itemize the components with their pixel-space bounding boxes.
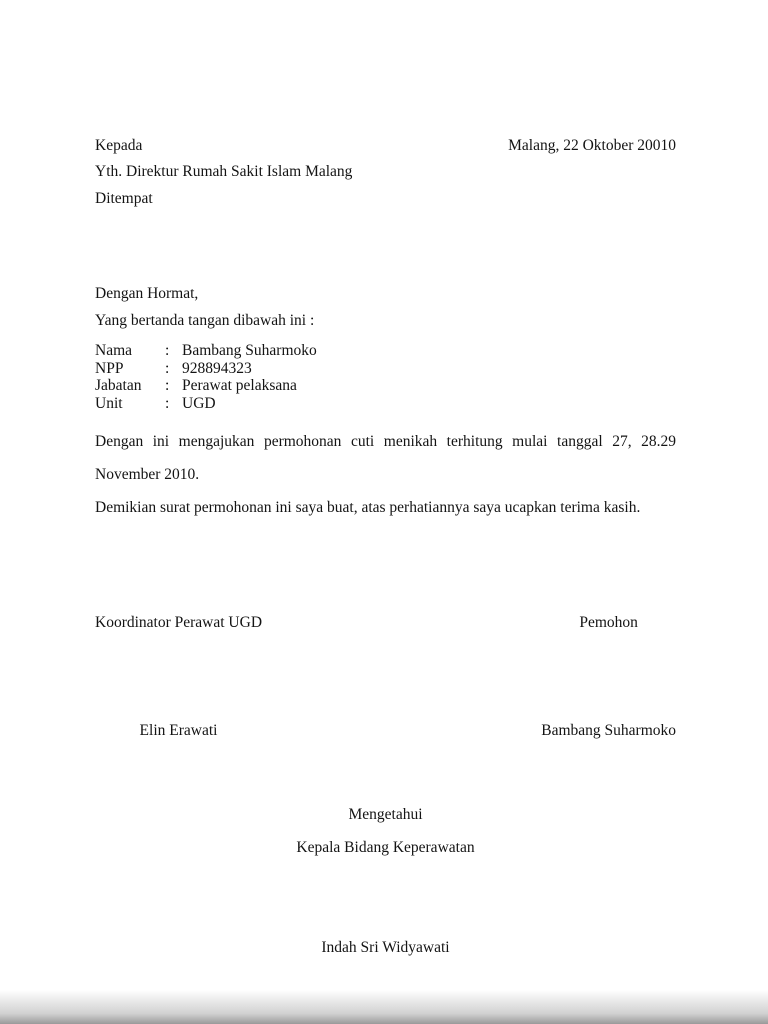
field-separator: : [165,394,170,412]
body-paragraph-request: Dengan ini mengajukan permohonan cuti menikah terhitung mulai tanggal 27, 28.29 November 2010. [95,433,676,483]
signature-name-left: Elin Erawati [139,722,218,739]
field-label: Unit [95,394,123,412]
approval-section [95,805,676,958]
field-row-npp [95,360,676,378]
signature-name-right: Bambang Suharmoko [541,722,676,739]
field-separator: : [165,359,170,377]
salutation: Dengan Hormat, [95,285,199,302]
field-separator: : [165,342,170,359]
intro-line: Yang bertanda tangan dibawah ini : [95,312,315,329]
field-row-nama [95,342,676,360]
recipient-kepada: Kepada [95,137,143,154]
field-label: NPP [95,359,124,377]
approval-name: Indah Sri Widyawati [321,939,450,956]
field-row-jabatan [95,377,676,395]
salutation-block [95,280,676,334]
field-label: Jabatan [95,377,142,394]
field-label: Nama [95,342,133,359]
approval-role: Kepala Bidang Keperawatan [296,839,475,856]
field-separator: : [165,377,170,394]
applicant-fields [95,342,676,412]
field-row-unit [95,395,676,413]
signature-title-left: Koordinator Perawat UGD [95,614,263,631]
body-paragraph-closing: Demikian surat permohonan ini saya buat, atas perhatiannya saya ucapkan terima kasih. [95,499,641,516]
letter-header-row [95,133,676,159]
signature-block-left [95,613,262,741]
recipient-place: Ditempat [95,189,153,207]
field-value: 928894323 [182,359,252,377]
dateline: Malang, 22 Oktober 20010 [508,137,676,154]
field-value: Bambang Suharmoko [182,342,317,359]
field-value: UGD [182,394,216,412]
approval-heading: Mengetahui [348,806,423,823]
signature-block-right [541,613,676,741]
signature-row [95,613,676,741]
field-value: Perawat pelaksana [182,377,297,394]
signature-title-right: Pemohon [579,614,638,631]
recipient-addressee: Yth. Direktur Rumah Sakit Islam Malang [95,163,353,180]
